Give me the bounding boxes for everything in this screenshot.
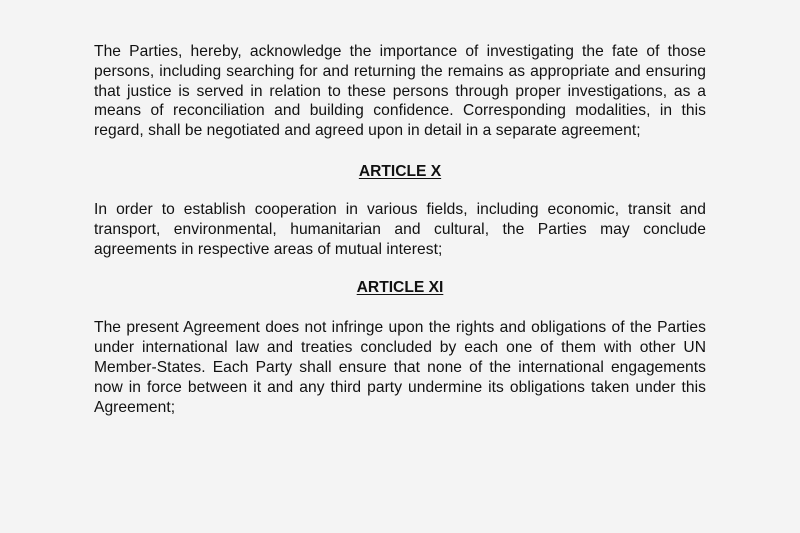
document-content: [94, 42, 706, 417]
article-xi-heading: ARTICLE XI: [356, 279, 444, 297]
article-x-heading: ARTICLE X: [358, 162, 442, 180]
paragraph-cooperation: In order to establish cooperation in various fields, including economic, transit and transport, environmental, humanitarian and cultural, the Parties may conclude agreements in respective areas of mutual interest;: [94, 200, 706, 258]
paragraph-international-obligations: The present Agreement does not infringe upon the rights and obligations of the Parties under international law and treaties concluded by each one of them with other UN Member-States. Each Party shall ensure that none of the international engagements now in force between it and any third party undermine its obligations taken under this Agreement;: [94, 319, 706, 416]
paragraph-missing-persons: The Parties, hereby, acknowledge the importance of investigating the fate of those persons, including searching for and returning the remains as appropriate and ensuring that justice is served in relation to these persons through proper investigations, as a means of reconciliation and building confidence. Corresponding modalities, in this regard, shall be negotiated and agreed upon in detail in a separate agreement;: [94, 43, 706, 140]
